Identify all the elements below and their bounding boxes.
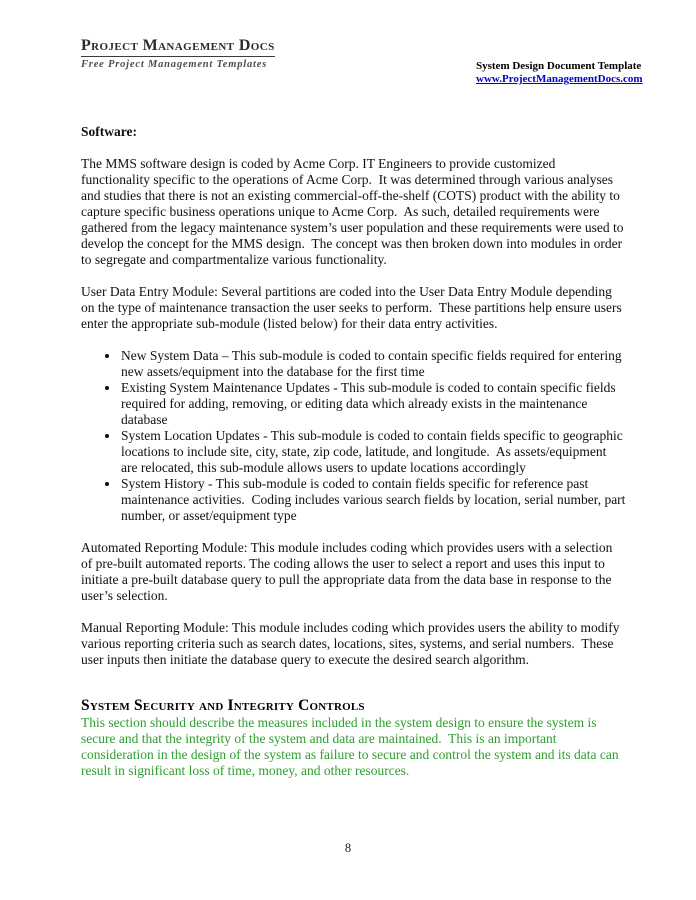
list-item: • Existing System Maintenance Updates - This sub-module is coded to contain specific fields required for adding, removing, or editing data which already exists in the maintenance database [120, 380, 626, 428]
header-right [476, 60, 643, 86]
section-heading-system-security: System Security and Integrity Controls [81, 697, 365, 714]
document-body [81, 124, 629, 779]
document-template-title: System Design Document Template [476, 60, 642, 72]
paragraph-user-data-entry-module: User Data Entry Module: Several partitions are coded into the User Data Entry Module depending on the type of maintenance transaction the user seeks to perform. These partitions help ensure users enter the appropriate sub-module (listed below) for their data entry activities. [81, 284, 626, 331]
paragraph-manual-reporting-module: Manual Reporting Module: This module includes coding which provides users the ability to modify various reporting criteria such as search dates, locations, sites, systems, and serial numbers. These user inputs then initiate the database query to execute the desired search algorithm. [81, 620, 623, 667]
list-item: • System History - This sub-module is coded to contain fields specific for reference past maintenance activities. Coding includes various search fields by location, serial number, part number, or asset/equipment type [120, 476, 626, 524]
website-link[interactable]: www.ProjectManagementDocs.com [476, 73, 643, 85]
list-item: • New System Data – This sub-module is coded to contain specific fields required for entering new assets/equipment into the database for the first time [120, 348, 626, 380]
paragraph-mms-overview: The MMS software design is coded by Acme Corp. IT Engineers to provide customized functionality specific to the operations of Acme Corp. It was determined through various analyses and studies that there is not an existing commercial-off-the-shelf (COTS) product with the ability to capture specific business operations unique to Acme Corp. As such, detailed requirements were gathered from the legacy maintenance system’s user population and these requirements were used to develop the concept for the MMS design. The concept was then broken down into modules in order to segregate and compartmentalize various functionality. [81, 156, 627, 267]
logo-title: Project Management Docs [81, 37, 275, 57]
paragraph-automated-reporting-module: Automated Reporting Module: This module includes coding which provides users with a selection of pre-built automated reports. The coding allows the user to select a report and uses this input to initiate a pre-built database query to pull the appropriate data from the data base in response to the user’s selection. [81, 540, 616, 603]
sub-module-list [81, 348, 629, 524]
list-item: • System Location Updates - This sub-module is coded to contain fields specific to geographic locations to include site, city, state, zip code, latitude, and longitude. As assets/equipment are relocated, this sub-module allows users to update locations accordingly [120, 428, 626, 476]
section-guidance-text: This section should describe the measures included in the system design to ensure the system is secure and that the integrity of the system and data are maintained. This is an important consideration in the design of the system as failure to secure and control the system and its data can result in significant loss of time, money, and other resources. [81, 715, 622, 778]
software-heading: Software: [81, 124, 137, 139]
logo [81, 37, 275, 70]
logo-tagline: Free Project Management Templates [81, 59, 268, 71]
page-number: 8 [344, 841, 352, 855]
